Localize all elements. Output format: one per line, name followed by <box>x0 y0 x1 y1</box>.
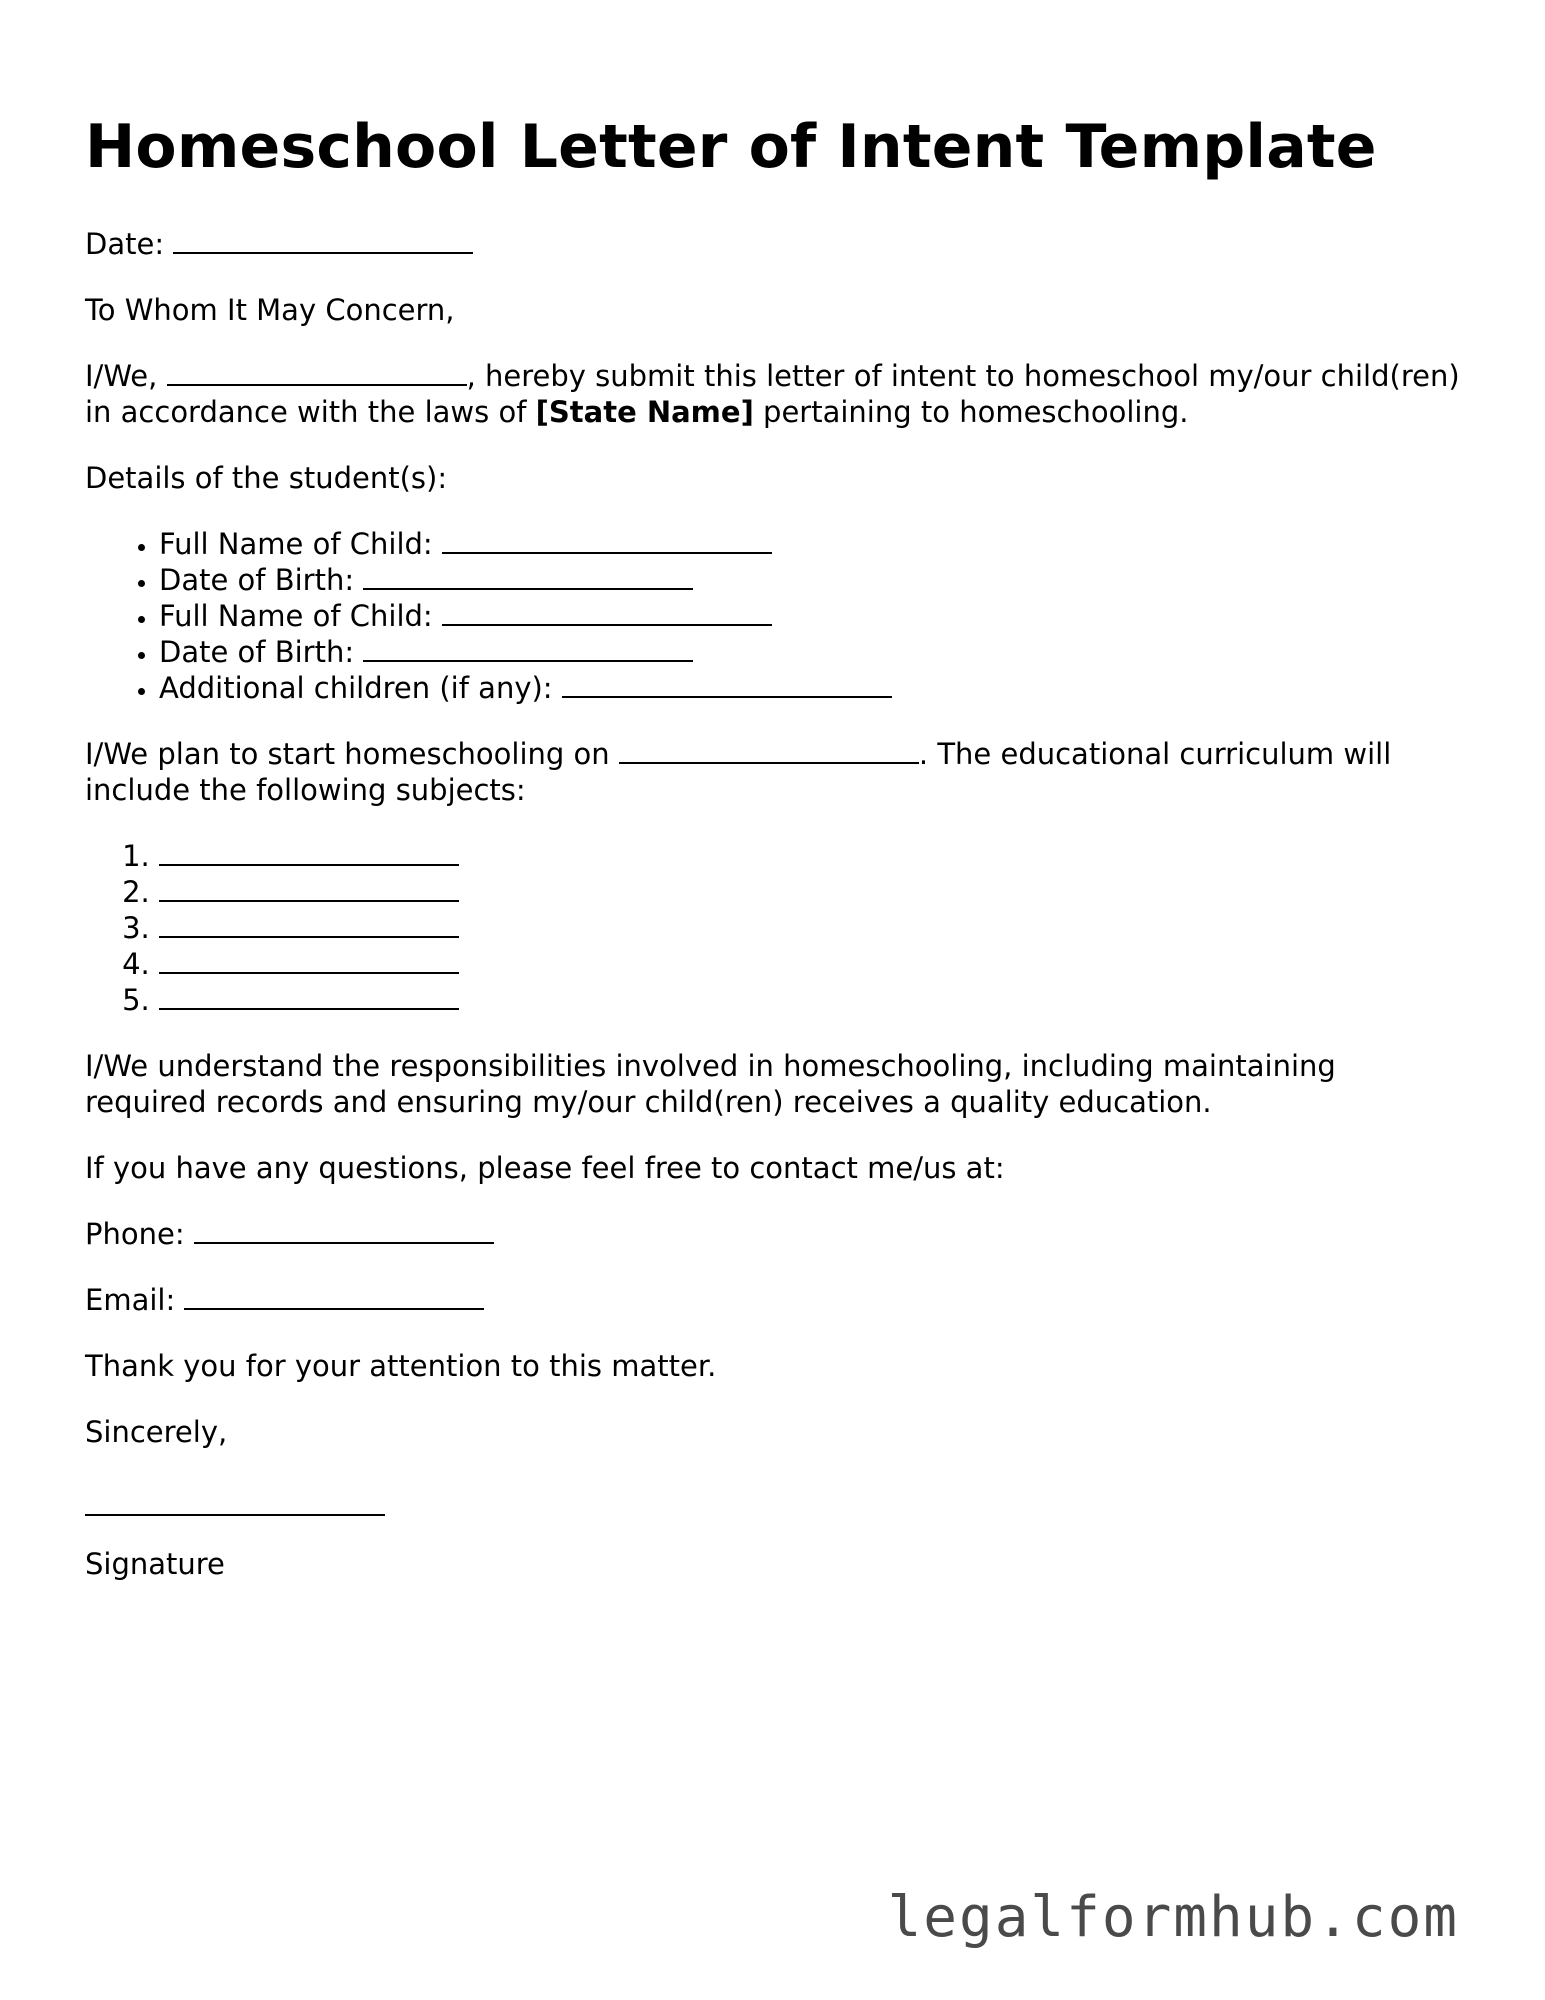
state-name-placeholder: [State Name] <box>535 395 754 429</box>
child-name-blank[interactable] <box>442 528 772 554</box>
additional-children-label: Additional children (if any): <box>159 671 553 705</box>
date-blank[interactable] <box>173 228 473 254</box>
salutation: To Whom It May Concern, <box>85 293 455 327</box>
subject-blank[interactable] <box>159 876 459 902</box>
email-label: Email: <box>85 1283 176 1317</box>
student-details-list <box>85 526 1465 706</box>
email-blank[interactable] <box>184 1284 484 1310</box>
list-item <box>159 838 1465 874</box>
date-line <box>85 226 1465 262</box>
intro-suffix: pertaining to homeschooling. <box>763 395 1189 429</box>
date-label: Date: <box>85 227 165 261</box>
list-item <box>159 874 1465 910</box>
thanks-line: Thank you for your attention to this matter. <box>85 1349 717 1383</box>
list-item <box>159 670 1465 706</box>
plan-paragraph <box>85 736 1465 808</box>
additional-children-blank[interactable] <box>562 672 892 698</box>
intro-paragraph <box>85 358 1465 430</box>
intro-middle: , hereby submit this letter of intent to homeschool my/our child(ren) in accordance with the laws of <box>85 359 1460 429</box>
subjects-list <box>85 838 1465 1018</box>
list-item <box>159 526 1465 562</box>
signature-label: Signature <box>85 1547 225 1581</box>
parent-name-blank[interactable] <box>167 360 467 386</box>
responsibilities-paragraph: I/We understand the responsibilities involved in homeschooling, including maintaining required records and ensuring my/our child(ren) receives a quality education. <box>85 1049 1336 1119</box>
subject-blank[interactable] <box>159 948 459 974</box>
subject-blank[interactable] <box>159 984 459 1010</box>
list-item <box>159 562 1465 598</box>
birth-date-blank[interactable] <box>363 636 693 662</box>
phone-blank[interactable] <box>194 1218 494 1244</box>
details-heading: Details of the student(s): <box>85 461 448 495</box>
phone-label: Phone: <box>85 1217 185 1251</box>
list-item <box>159 982 1465 1018</box>
start-date-blank[interactable] <box>619 738 919 764</box>
subject-blank[interactable] <box>159 840 459 866</box>
list-item <box>159 598 1465 634</box>
list-item <box>159 946 1465 982</box>
list-item <box>159 634 1465 670</box>
signature-blank[interactable] <box>85 1480 385 1516</box>
birth-date-label: Date of Birth: <box>159 635 355 669</box>
child-name-blank[interactable] <box>442 600 772 626</box>
email-line <box>85 1282 1465 1318</box>
phone-line <box>85 1216 1465 1252</box>
plan-suffix: . The educational curriculum will include the following subjects: <box>85 737 1392 807</box>
closing-line: Sincerely, <box>85 1415 228 1449</box>
document-title: Homeschool Letter of Intent Template <box>85 112 1377 182</box>
plan-prefix: I/We plan to start homeschooling on <box>85 737 610 771</box>
list-item <box>159 910 1465 946</box>
birth-date-label: Date of Birth: <box>159 563 355 597</box>
child-name-label: Full Name of Child: <box>159 527 433 561</box>
child-name-label: Full Name of Child: <box>159 599 433 633</box>
contact-intro: If you have any questions, please feel free to contact me/us at: <box>85 1151 1005 1185</box>
watermark: legalformhub.com <box>887 1885 1459 1950</box>
birth-date-blank[interactable] <box>363 564 693 590</box>
subject-blank[interactable] <box>159 912 459 938</box>
intro-prefix: I/We, <box>85 359 158 393</box>
letter-page <box>85 108 1465 1582</box>
